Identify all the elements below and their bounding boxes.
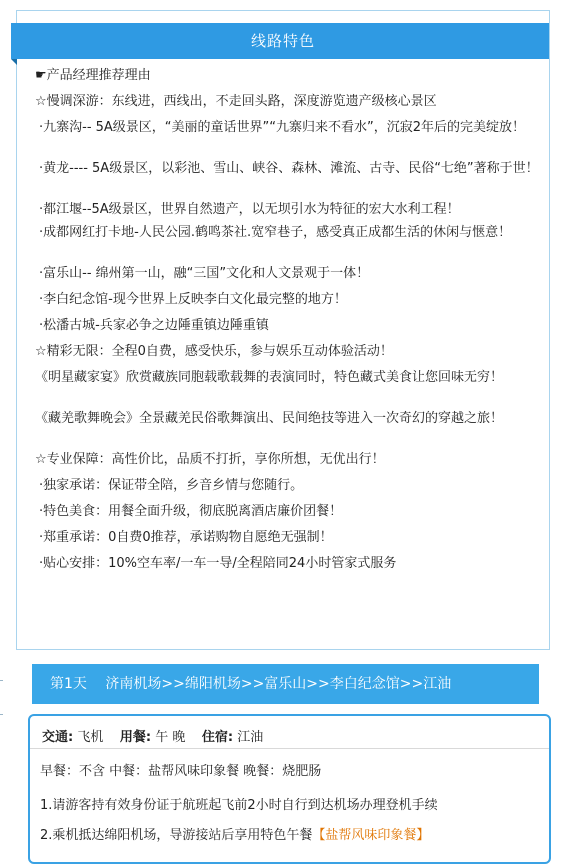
header-tab-notch (11, 59, 17, 65)
feature-line: ·都江堰--5A级景区，世界自然遗产，以无坝引水为特征的宏大水利工程！ (39, 202, 460, 217)
route-features-panel (16, 10, 550, 650)
feature-line: ·九寨沟-- 5A级景区，“美丽的童话世界”“九寨归来不看水”，沉寂2年后的完美绽放！ (39, 120, 526, 135)
info-divider (30, 748, 549, 749)
traffic-label: 交通: (42, 730, 74, 745)
itinerary-step-1: 1.请游客持有效身份证于航班起飞前2小时自行到达机场办理登机手续 (40, 798, 438, 813)
feature-line: ·松潘古城-兵家必争之边陲重镇边陲重镇 (39, 318, 269, 333)
day-1-summary (42, 726, 263, 745)
feature-line: ·独家承诺：保证带全陪，乡音乡情与您随行。 (39, 478, 304, 493)
feature-line: ·黄龙---- 5A级景区，以彩池、雪山、峡谷、森林、滩流、古寺、民俗“七绝”著称于世！ (39, 161, 539, 176)
feature-line: ·成都网红打卡地-人民公园.鹤鸣茶社.宽窄巷子，感受真正成都生活的休闲与惬意！ (39, 225, 512, 240)
feature-line: ·特色美食：用餐全面升级，彻底脱离酒店廉价团餐！ (39, 504, 343, 519)
feature-line: ·李白纪念馆-现今世界上反映李白文化最完整的地方！ (39, 292, 347, 307)
side-marker (0, 714, 3, 715)
feature-line: ·贴心安排：10%空车率/一车一导/全程陪同24小时管家式服务 (39, 556, 397, 571)
meal-value: 午 晚 (155, 730, 186, 745)
day-1-bar (32, 664, 539, 704)
section-title: 线路特色 (250, 32, 315, 50)
day-label: 第1天 (50, 676, 87, 692)
lunch-highlight: 【盐帮风味印象餐】 (312, 828, 430, 843)
traffic-value: 飞机 (77, 730, 104, 745)
stay-value: 江油 (237, 730, 264, 745)
day-1-info-box (28, 714, 551, 864)
itinerary-step-2-text: 2.乘机抵达绵阳机场，导游接站后享用特色午餐 (40, 828, 313, 843)
header-tab (11, 23, 17, 59)
feature-line: ·郑重承诺：0自费0推荐，承诺购物自愿绝无强制！ (39, 530, 333, 545)
feature-line: 《明星藏家宴》欣赏藏族同胞载歌载舞的表演同时，特色藏式美食让您回味无穷！ (35, 370, 504, 385)
section-header (17, 23, 549, 59)
meals-detail: 早餐：不含 中餐：盐帮风味印象餐 晚餐：烧肥肠 (40, 764, 322, 779)
side-marker (0, 680, 3, 681)
feature-line: ☆专业保障：高性价比，品质不打折，享你所想，无优出行！ (35, 452, 385, 467)
day-route: 济南机场>>绵阳机场>>富乐山>>李白纪念馆>>江油 (105, 676, 452, 692)
itinerary-step-2 (40, 824, 429, 843)
feature-line: ·富乐山-- 绵州第一山，融“三国”文化和人文景观于一体！ (39, 266, 370, 281)
feature-line: ☆精彩无限：全程0自费，感受快乐，参与娱乐互动体验活动！ (35, 344, 393, 359)
feature-line: ☛产品经理推荐理由 (35, 68, 151, 83)
stay-label: 住宿: (201, 730, 234, 745)
feature-line: 《藏羌歌舞晚会》全景藏羌民俗歌舞演出、民间绝技等进入一次奇幻的穿越之旅！ (35, 411, 504, 426)
meal-label: 用餐: (119, 730, 152, 745)
feature-line: ☆慢调深游：东线进，西线出，不走回头路，深度游览遗产级核心景区 (35, 94, 437, 109)
